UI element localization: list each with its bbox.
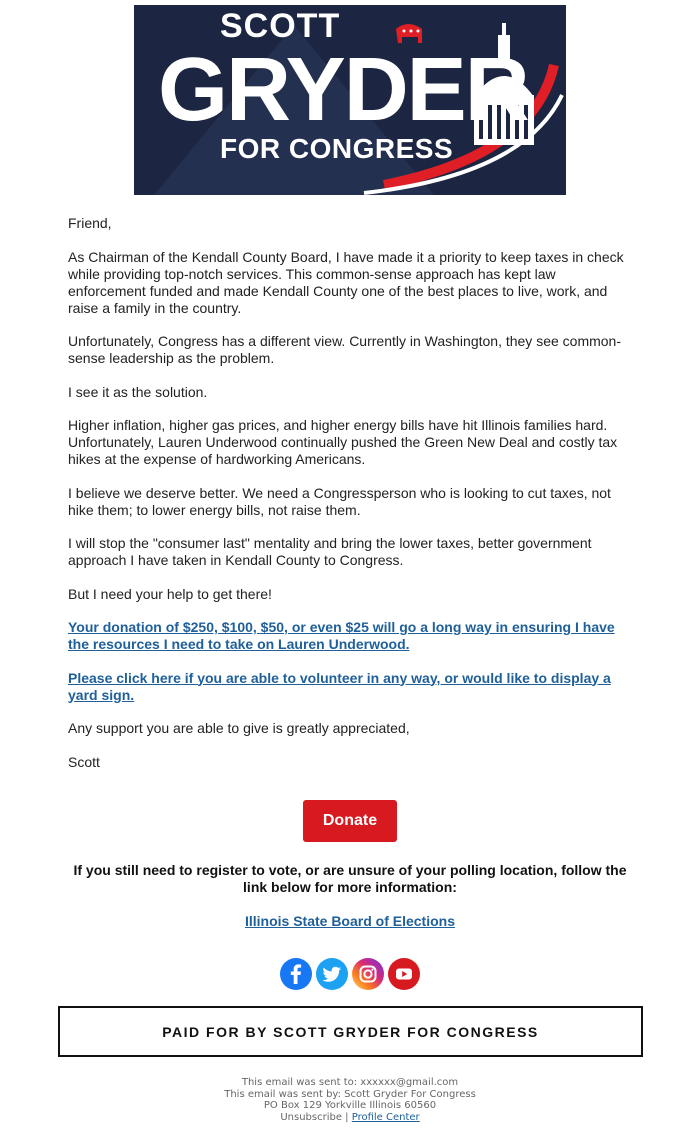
paid-for-disclaimer: PAID FOR BY SCOTT GRYDER FOR CONGRESS (58, 1006, 643, 1057)
closing-line: Any support you are able to give is greatly appreciated, (68, 720, 410, 736)
sent-to-line: This email was sent to: xxxxxx@gmail.com (241, 1077, 459, 1088)
footer-links (0, 1112, 700, 1124)
volunteer-link[interactable]: Please click here if you are able to volunteer in any way, or would like to display a yard sign. (68, 669, 611, 703)
email-footer (0, 1077, 700, 1123)
email-body (68, 215, 630, 787)
register-to-vote-text: If you still need to register to vote, or are unsure of your polling location, follow the link below for more information: (73, 862, 627, 895)
greeting: Friend, (68, 215, 112, 231)
donate-button[interactable]: Donate (303, 800, 397, 842)
sent-by-line: This email was sent by: Scott Gryder For Congress (224, 1088, 476, 1100)
mailing-address: PO Box 129 Yorkville Illinois 60560 (263, 1100, 437, 1111)
profile-center-link[interactable]: Profile Center (351, 1111, 420, 1123)
footer-separator: | (345, 1111, 349, 1123)
paragraph-5: I believe we deserve better. We need a Congressperson who is looking to cut taxes, not hike them; to lower energy bills, not raise them. (68, 484, 611, 518)
banner-first-name: SCOTT (220, 7, 341, 45)
paragraph-3: I see it as the solution. (68, 383, 208, 400)
banner-tagline: FOR CONGRESS (220, 133, 454, 164)
instagram-icon[interactable] (352, 958, 384, 990)
paragraph-7: But I need your help to get there! (68, 585, 272, 602)
donation-paragraph (68, 619, 630, 653)
paragraph-2: Unfortunately, Congress has a different view. Currently in Washington, they see common-sense leadership as the problem. (68, 333, 622, 366)
facebook-icon[interactable] (280, 958, 312, 990)
unsubscribe-link[interactable]: Unsubscribe (280, 1111, 342, 1123)
signature: Scott (68, 753, 100, 770)
paragraph-6: I will stop the "consumer last" mentality and bring the lower taxes, better government approach I have taken in Kendall County to Congress. (68, 535, 592, 568)
volunteer-paragraph (68, 670, 630, 704)
donation-link[interactable]: Your donation of $250, $100, $50, or even $25 will go a long way in ensuring I have the resources I need to take on Lauren Underwood. (68, 619, 615, 652)
campaign-banner (134, 5, 566, 195)
youtube-icon[interactable] (388, 958, 420, 990)
twitter-icon[interactable] (316, 958, 348, 990)
banner-last-name: GRYDER (158, 40, 528, 140)
paragraph-4: Higher inflation, higher gas prices, and higher energy bills have hit Illinois families hard. Unfortunately, Lauren Underwood continually pushed the Green New Deal and costly tax hikes at the expense of hardworking Americans. (68, 417, 618, 467)
state-board-of-elections-link[interactable]: Illinois State Board of Elections (244, 913, 456, 929)
paragraph-1: As Chairman of the Kendall County Board, I have made it a priority to keep taxes in check while providing top-notch services. This common-sense approach has kept law enforcement funded and made Kendall County one of the best places to live, work, and raise a family in the country. (68, 248, 624, 316)
social-links (280, 958, 420, 990)
